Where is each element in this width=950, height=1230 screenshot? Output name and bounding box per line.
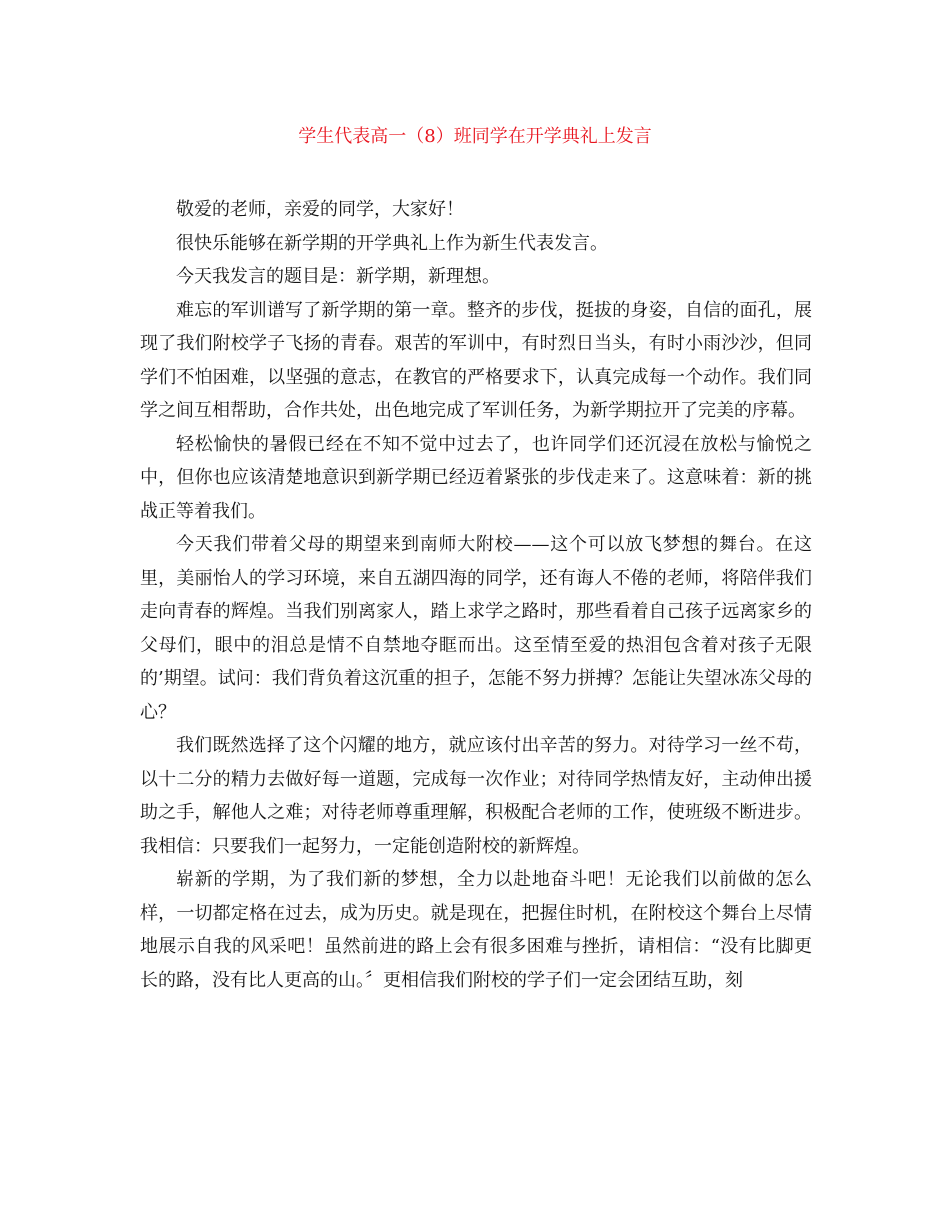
paragraph-greeting: 敬爱的老师，亲爱的同学，大家好！ (176, 199, 464, 220)
document-body (140, 193, 812, 997)
paragraph-new-semester: 崭新的学期，为了我们新的梦想，全力以赴地奋斗吧！无论我们以前做的怎么样，一切都定格在过去，成为历史。就是现在，把握住时机，在附校这个舞台上尽情地展示自我的风采吧！虽然前进的路上会有很多困难与挫折，请相信：“没有比脚更长的路，没有比人更高的山。〞更相信我们附校的学子们一定会团结互助，刻 (140, 869, 812, 991)
paragraph-effort: 我们既然选择了这个闪耀的地方，就应该付出辛苦的努力。对待学习一丝不苟，以十二分的精力去做好每一道题，完成每一次作业；对待同学热情友好，主动伸出援助之手，解他人之难；对待老师尊重理解，积极配合老师的工作，使班级不断进步。我相信：只要我们一起努力，一定能创造附校的新辉煌。 (140, 735, 812, 857)
paragraph-intro: 很快乐能够在新学期的开学典礼上作为新生代表发言。 (176, 232, 608, 254)
paragraph-summer: 轻松愉快的暑假已经在不知不觉中过去了，也许同学们还沉浸在放松与愉悦之中，但你也应该清楚地意识到新学期已经迈着紧张的步伐走来了。这意味着：新的挑战正等着我们。 (140, 433, 812, 522)
paragraph-parents-hopes: 今天我们带着父母的期望来到南师大附校——这个可以放飞梦想的舞台。在这里，美丽怡人的学习环境，来自五湖四海的同学，还有诲人不倦的老师，将陪伴我们走向青春的辉煌。当我们别离家人，踏上求学之路时，那些看着自己孩子远离家乡的父母们，眼中的泪总是情不自禁地夺眶而出。这至情至爱的热泪包含着对孩子无限的’期望。试问：我们背负着这沉重的担子，怎能不努力拼搏？怎能让失望冰冻父母的心？ (140, 534, 812, 723)
document-title: 学生代表高一（8）班同学在开学典礼上发言 (298, 126, 652, 147)
paragraph-military-training: 难忘的军训谱写了新学期的第一章。整齐的步伐，挺拔的身姿，自信的面孔，展现了我们附校学子飞扬的青春。艰苦的军训中，有时烈日当头，有时小雨沙沙，但同学们不怕困难，以坚强的意志，在教官的严格要求下，认真完成每一个动作。我们同学之间互相帮助，合作共处，出色地完成了军训任务，为新学期拉开了完美的序幕。 (140, 299, 812, 421)
paragraph-topic: 今天我发言的题目是：新学期，新理想。 (176, 266, 500, 287)
